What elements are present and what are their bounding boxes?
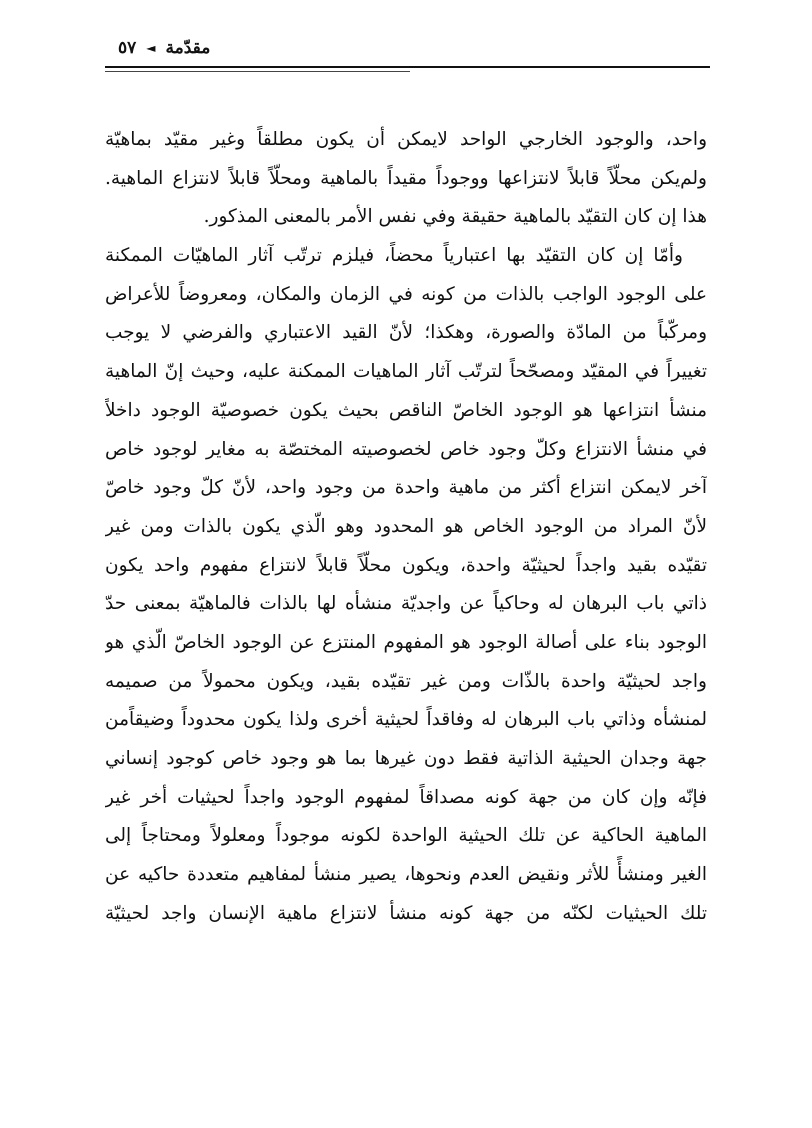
text-line: ومركّباً من المادّة والصورة، وهكذا؛ لأنّ القيد الاعتباري والفرضي لا يوجب: [105, 322, 707, 344]
page-body: [105, 121, 707, 933]
header-rule: [105, 66, 710, 68]
text-line: الماهية الحاكية عن تلك الحيثية الواحدة لكونه موجوداً ومعلولاً ومحتاجاً إلى: [105, 825, 707, 847]
text-line: تقيّده بقيد واجداً لحيثيّة واحدة، ويكون محلّاً قابلاً لانتزاع مفهوم واحد يكون: [105, 554, 707, 576]
page-number: ٥٧: [118, 38, 137, 58]
text-line: في منشأ الانتزاع وكلّ وجود خاص لخصوصيته المختصّة به مغاير لوجود خاص: [105, 438, 707, 460]
text-line: وأمّا إن كان التقيّد بها اعتبارياً محضاً، فيلزم ترتّب آثار الماهيّات الممكنة: [105, 245, 683, 267]
left-pointer-icon: ◄: [146, 41, 156, 55]
text-line: ذاتي باب البرهان له وحاكياً عن واجديّة منشأه لها بالذات فالماهيّة بمعنى حدّ: [105, 593, 707, 615]
text-line: آخر لايمكن انتزاع أكثر من ماهية واحدة من وجود واحد، لأنّ كلّ وجود خاصّ: [105, 477, 707, 499]
text-line: تلك الحيثيات لكنّه من جهة كونه منشأ لانتزاع ماهية الإنسان واجد لحيثيّة: [105, 902, 707, 924]
text-line: هذا إن كان التقيّد بالماهية حقيقة وفي نفس الأمر بالمعنى المذكور.: [203, 206, 707, 228]
text-line: على الوجود الواجب بالذات من كونه في الزمان والمكان، ومعروضاً للأعراض: [105, 283, 707, 305]
running-header: [118, 38, 210, 58]
text-line: واجد لحيثيّة واحدة بالذّات ومن غير تقيّده بقيد، ويكون محمولاً من صميمه: [105, 670, 707, 692]
text-line: ولم‌يكن محلّاً قابلاً لانتزاعها ووجوداً مقيداً بالماهية ومحلّاً قابلاً لانتزاع الماهية.: [105, 167, 707, 189]
text-line: منشأ انتزاعها هو الوجود الخاصّ الناقص بحيث يكون خصوصيّة الوجود داخلاً: [105, 399, 707, 421]
text-line: لأنّ المراد من الوجود الخاص هو المحدود وهو الّذي يكون بالذات ومن غير: [105, 515, 707, 537]
header-rule-thin: [105, 71, 410, 72]
text-line: واحد، والوجود الخارجي الواحد لايمكن أن يكون مطلقاً وغير مقيّد بماهيّة: [105, 129, 707, 150]
text-line: تغييراً في المقيّد ومصحّحاً لترتّب آثار الماهيات الممكنة عليه، وحيث إنّ الماهية: [105, 361, 707, 383]
text-line: لمنشأه وذاتي باب البرهان له وفاقداً لحيثية أخرى ولذا يكون محدوداً وضيقاًمن: [105, 709, 707, 731]
text-line: جهة وجدان الحيثية الذاتية فقط دون غيرها بما هو وجود خاص كوجود إنساني: [105, 748, 707, 769]
text-line: الوجود بناء على أصالة الوجود هو المفهوم المنتزع عن الوجود الخاصّ الّذي هو: [105, 631, 707, 653]
text-line: الغير ومنشأً للأثر ونقيض العدم ونحوها، يصير منشأ لمفاهيم متعددة حاكيه عن: [105, 864, 707, 886]
section-title: مقدّمة: [165, 38, 211, 58]
text-line: فإنّه وإن كان من جهة كونه مصداقاً لمفهوم الوجود واجداً لحيثيات أخر غير: [105, 786, 707, 808]
